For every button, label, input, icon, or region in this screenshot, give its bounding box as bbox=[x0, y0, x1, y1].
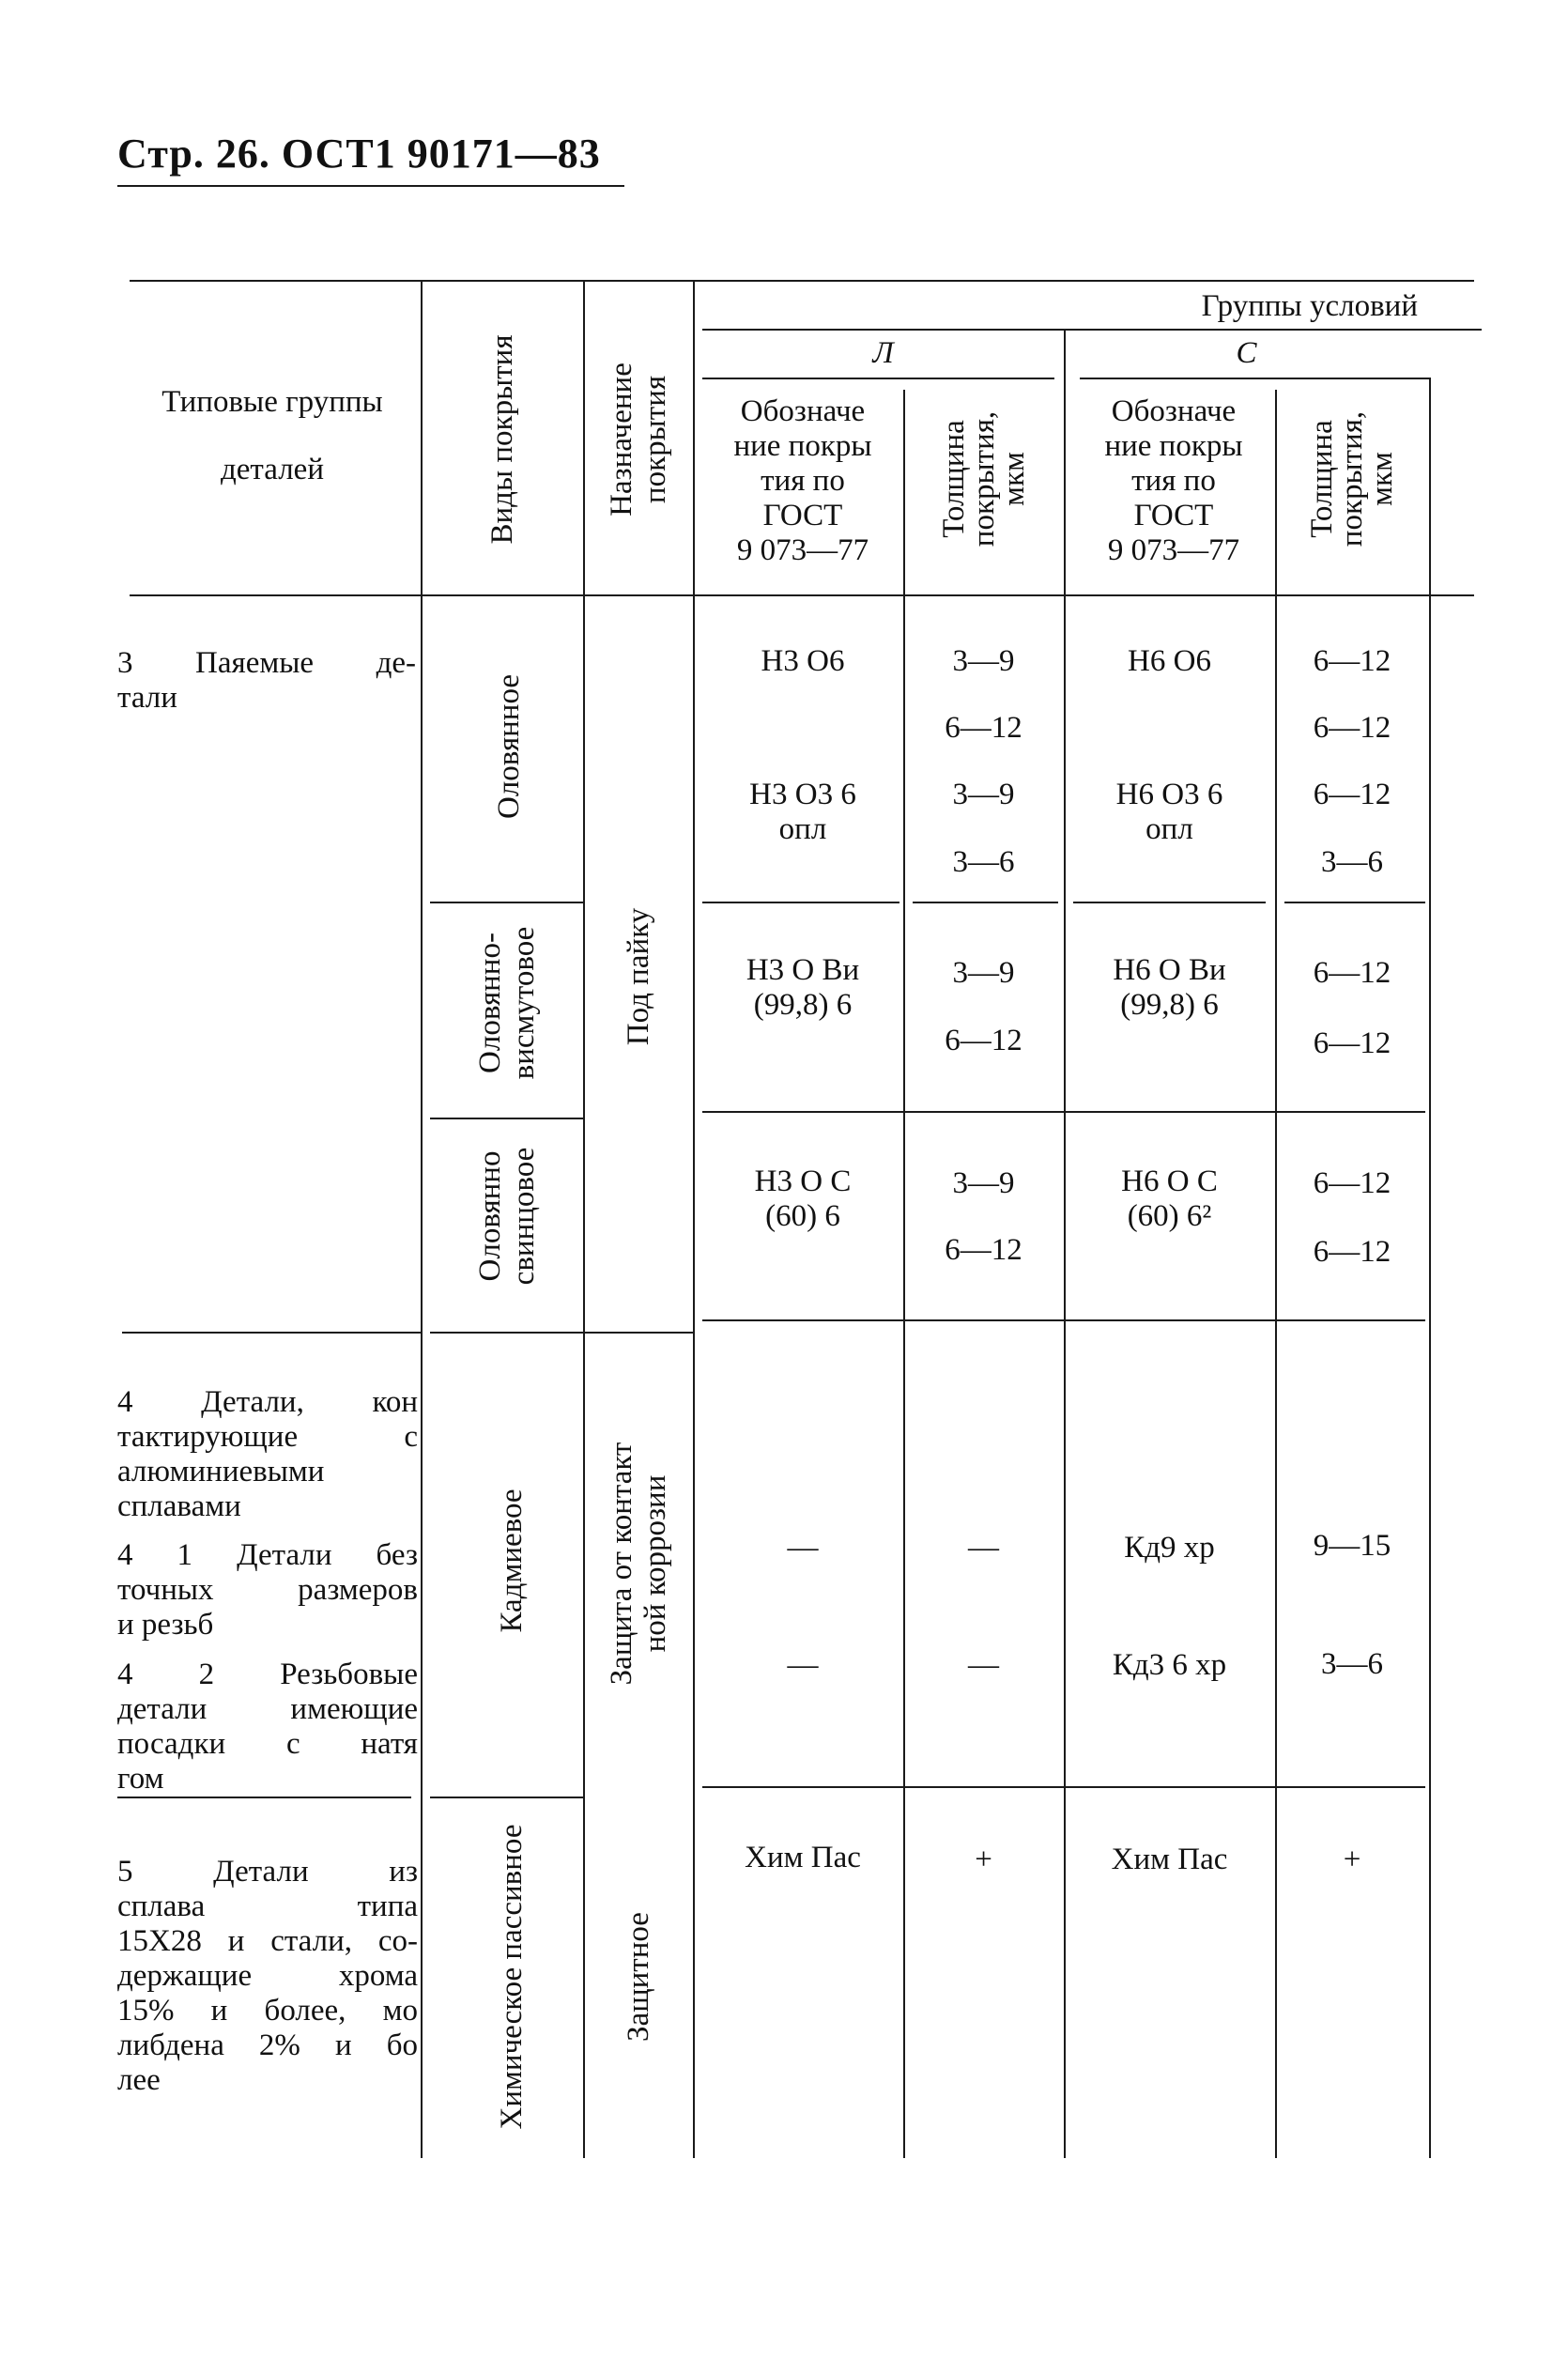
cell-tb1-des-l-2: (99,8) 6 bbox=[753, 988, 853, 1022]
cell-tl1-des-c bbox=[1064, 1164, 1275, 1234]
group-4-1-line3: и резьб bbox=[117, 1608, 214, 1642]
cell-tin3-des-c-2: опл bbox=[1145, 812, 1193, 846]
purpose-contact-line1: Защита от контакт bbox=[605, 1442, 638, 1686]
header-thickness-l-2: покрытия, bbox=[967, 410, 1001, 547]
header-thickness-l-3: мкм bbox=[997, 452, 1031, 506]
group-3-line2: тали bbox=[117, 681, 177, 715]
cell-tin1-des-c: Н6 О6 bbox=[1128, 644, 1211, 678]
coating-tin-lead-line2: свинцовое bbox=[507, 1147, 541, 1286]
cell-tl2-thk-l: 6—12 bbox=[945, 1233, 1022, 1267]
group-5-line1: 5 Детали из bbox=[117, 1855, 418, 1889]
header-designation-c-5: 9 073—77 bbox=[1107, 533, 1240, 567]
rule-group4-bottom-b bbox=[430, 1797, 583, 1798]
page-header-title: Стр. 26. ОСТ1 90171—83 bbox=[117, 131, 601, 177]
cell-chem-des-c: Хим Пас bbox=[1111, 1843, 1228, 1876]
header-designation-l-1: Обозначе bbox=[740, 394, 866, 428]
header-designation-l-2: ние покры bbox=[733, 429, 872, 463]
header-thickness-l bbox=[939, 411, 1029, 547]
coating-tin-bismuth bbox=[473, 927, 541, 1080]
rule-tin-bottom-data bbox=[702, 902, 899, 903]
cell-tin4-thk-l: 3—6 bbox=[952, 845, 1015, 879]
group-5-line6: либдена 2% и бо bbox=[117, 2028, 418, 2062]
purpose-contact-corrosion bbox=[605, 1442, 672, 1686]
purpose-solder: Под пайку bbox=[622, 907, 655, 1046]
cell-tb2-thk-l: 6—12 bbox=[945, 1024, 1022, 1057]
header-thickness-c bbox=[1307, 411, 1397, 547]
c-rule bbox=[1080, 378, 1429, 379]
group-4 bbox=[117, 1385, 421, 1524]
cell-tb1-des-c bbox=[1064, 953, 1275, 1023]
cell-tin1-thk-l: 3—9 bbox=[952, 644, 1015, 678]
cell-tl1-des-l-1: Н3 О С bbox=[754, 1164, 852, 1198]
rule-tin-bottom-data2 bbox=[913, 902, 1058, 903]
group-3-line1: 3 Паяемые де- bbox=[117, 646, 416, 680]
cell-tin3-des-l-2: опл bbox=[778, 812, 827, 846]
coating-tin: Оловянное bbox=[492, 674, 526, 819]
group-4-line3: алюминиевыми bbox=[117, 1455, 325, 1488]
group-4-2-line1: 4 2 Резьбовые bbox=[117, 1658, 418, 1691]
group-5-line4: держащие хрома bbox=[117, 1959, 418, 1993]
cell-cd2-des-l: — bbox=[787, 1648, 819, 1682]
cell-cd1-des-c: Кд9 хр bbox=[1124, 1531, 1215, 1565]
group-4-1-line2: точных размеров bbox=[117, 1573, 418, 1607]
coating-tin-lead-line1: Оловянно bbox=[473, 1150, 507, 1282]
header-coating-type: Виды покрытия bbox=[485, 334, 519, 545]
cell-tb2-thk-c: 6—12 bbox=[1313, 1026, 1391, 1060]
group-4-2-line4: гом bbox=[117, 1762, 164, 1796]
cell-tl1-des-c-1: Н6 О С bbox=[1121, 1164, 1218, 1198]
header-thickness-l-1: Толщина bbox=[937, 420, 971, 538]
rule-group3-bottom-b bbox=[430, 1332, 693, 1334]
col-divider-5 bbox=[1064, 329, 1066, 2158]
header-designation-l-5: 9 073—77 bbox=[736, 533, 869, 567]
cell-tb1-thk-c: 6—12 bbox=[1313, 956, 1391, 990]
cell-tin3-des-l-1: Н3 О3 6 bbox=[749, 778, 856, 811]
header-thickness-c-1: Толщина bbox=[1305, 420, 1339, 538]
coating-tin-lead bbox=[473, 1148, 541, 1286]
cell-cd1-des-l: — bbox=[787, 1531, 819, 1565]
cell-cd1-thk-c: 9—15 bbox=[1313, 1529, 1391, 1563]
group-5-line7: лее bbox=[117, 2063, 161, 2097]
rule-tb-bottom-data bbox=[702, 1111, 1425, 1113]
cell-tin2-thk-c: 6—12 bbox=[1313, 711, 1391, 745]
cell-tin3-thk-c: 6—12 bbox=[1313, 778, 1391, 811]
cell-chem-des-l: Хим Пас bbox=[745, 1841, 861, 1874]
header-group-col-line1: Типовые группы bbox=[161, 385, 383, 419]
cell-tl1-thk-l: 3—9 bbox=[952, 1166, 1015, 1200]
cell-tb1-des-l bbox=[702, 953, 903, 1023]
cell-tl1-des-l bbox=[702, 1164, 903, 1234]
header-designation-c-2: ние покры bbox=[1104, 429, 1243, 463]
cell-tin3-des-c bbox=[1064, 778, 1275, 847]
conditions-rule bbox=[702, 329, 1482, 331]
cell-tin3-des-c-1: Н6 О3 6 bbox=[1115, 778, 1223, 811]
header-purpose-line1: Назначение bbox=[605, 362, 638, 517]
coating-tin-bismuth-line1: Оловянно- bbox=[473, 933, 507, 1073]
cell-tin2-thk-l: 6—12 bbox=[945, 711, 1022, 745]
cell-cd1-thk-l: — bbox=[968, 1531, 999, 1565]
group-4-2 bbox=[117, 1658, 421, 1797]
rule-group3-bottom bbox=[122, 1332, 421, 1334]
l-rule bbox=[702, 378, 1054, 379]
group-3 bbox=[117, 646, 421, 716]
group-4-2-line3: посадки с натя bbox=[117, 1727, 418, 1761]
group-5 bbox=[117, 1855, 421, 2098]
rule-group4-bottom-c bbox=[702, 1786, 1425, 1788]
header-thickness-c-3: мкм bbox=[1365, 452, 1399, 506]
group-4-2-line2: детали имеющие bbox=[117, 1692, 418, 1726]
cell-tb1-des-l-1: Н3 О Ви bbox=[746, 953, 860, 987]
group-4-line2: тактирующие с bbox=[117, 1420, 418, 1454]
group-4-line4: сплавами bbox=[117, 1489, 241, 1523]
cell-cd2-thk-l: — bbox=[968, 1648, 999, 1682]
header-underline bbox=[117, 185, 624, 187]
header-purpose-line2: покрытия bbox=[638, 375, 672, 504]
cell-chem-thk-c: + bbox=[1343, 1843, 1361, 1876]
rule-tin-bottom-data3 bbox=[1073, 902, 1266, 903]
header-thickness-c-2: покрытия, bbox=[1335, 410, 1369, 547]
col-divider-3 bbox=[693, 280, 695, 2158]
cell-tl1-des-c-2: (60) 6² bbox=[1127, 1199, 1212, 1233]
col-divider-1 bbox=[421, 280, 423, 2158]
group-5-line3: 15Х28 и стали, со- bbox=[117, 1924, 418, 1958]
header-designation-c-3: тия по bbox=[1131, 464, 1216, 498]
cell-tin3-des-l bbox=[702, 778, 903, 847]
header-bottom-rule bbox=[130, 594, 1474, 596]
header-designation-c-1: Обозначе bbox=[1111, 394, 1237, 428]
cell-tl1-des-l-2: (60) 6 bbox=[765, 1199, 840, 1233]
header-purpose bbox=[605, 362, 672, 517]
coating-cadmium: Кадмиевое bbox=[495, 1488, 529, 1633]
cell-tl1-thk-c: 6—12 bbox=[1313, 1166, 1391, 1200]
header-group-col-line2: деталей bbox=[221, 453, 324, 486]
purpose-protective: Защитное bbox=[622, 1912, 655, 2042]
header-designation-c-4: ГОСТ bbox=[1133, 499, 1214, 532]
group-4-1-line1: 4 1 Детали без bbox=[117, 1538, 418, 1572]
group-5-line2: сплава типа bbox=[117, 1889, 418, 1923]
rule-group4-bottom bbox=[117, 1797, 411, 1798]
cell-chem-thk-l: + bbox=[975, 1843, 992, 1876]
header-designation-l-4: ГОСТ bbox=[762, 499, 843, 532]
col-divider-7 bbox=[1429, 378, 1431, 2158]
cell-tin4-thk-c: 3—6 bbox=[1321, 845, 1383, 879]
coating-chem-passive: Химическое пассивное bbox=[495, 1824, 529, 2130]
cell-tl2-thk-c: 6—12 bbox=[1313, 1235, 1391, 1269]
group-4-line1: 4 Детали, кон bbox=[117, 1385, 418, 1419]
cell-tin3-thk-l: 3—9 bbox=[952, 778, 1015, 811]
header-designation-l-3: тия по bbox=[761, 464, 845, 498]
rule-group3-bottom-c bbox=[702, 1319, 1425, 1321]
purpose-contact-line2: ной коррозии bbox=[638, 1474, 672, 1653]
group-4-1 bbox=[117, 1538, 421, 1642]
group-5-line5: 15% и более, мо bbox=[117, 1994, 418, 2028]
cell-cd2-thk-c: 3—6 bbox=[1321, 1647, 1383, 1681]
header-group-c: С bbox=[1236, 336, 1257, 370]
cell-tb1-thk-l: 3—9 bbox=[952, 956, 1015, 990]
rule-tin-bottom bbox=[430, 902, 583, 903]
rule-tin-bottom-data4 bbox=[1284, 902, 1425, 903]
header-designation-l bbox=[702, 394, 903, 568]
cell-tin1-thk-c: 6—12 bbox=[1313, 644, 1391, 678]
col-divider-2 bbox=[583, 280, 585, 2158]
cell-tb1-des-c-2: (99,8) 6 bbox=[1120, 988, 1219, 1022]
header-designation-c bbox=[1073, 394, 1274, 568]
cell-tb1-des-c-1: Н6 О Ви bbox=[1113, 953, 1226, 987]
table-top-rule bbox=[130, 280, 1474, 282]
cell-cd2-des-c: Кд3 6 хр bbox=[1112, 1648, 1227, 1682]
coating-tin-bismuth-line2: висмутовое bbox=[507, 926, 541, 1080]
header-group-l: Л bbox=[872, 336, 894, 370]
cell-tin1-des-l: Н3 О6 bbox=[761, 644, 845, 678]
header-conditions: Группы условий bbox=[1201, 289, 1418, 323]
rule-tb-bottom bbox=[430, 1118, 583, 1119]
